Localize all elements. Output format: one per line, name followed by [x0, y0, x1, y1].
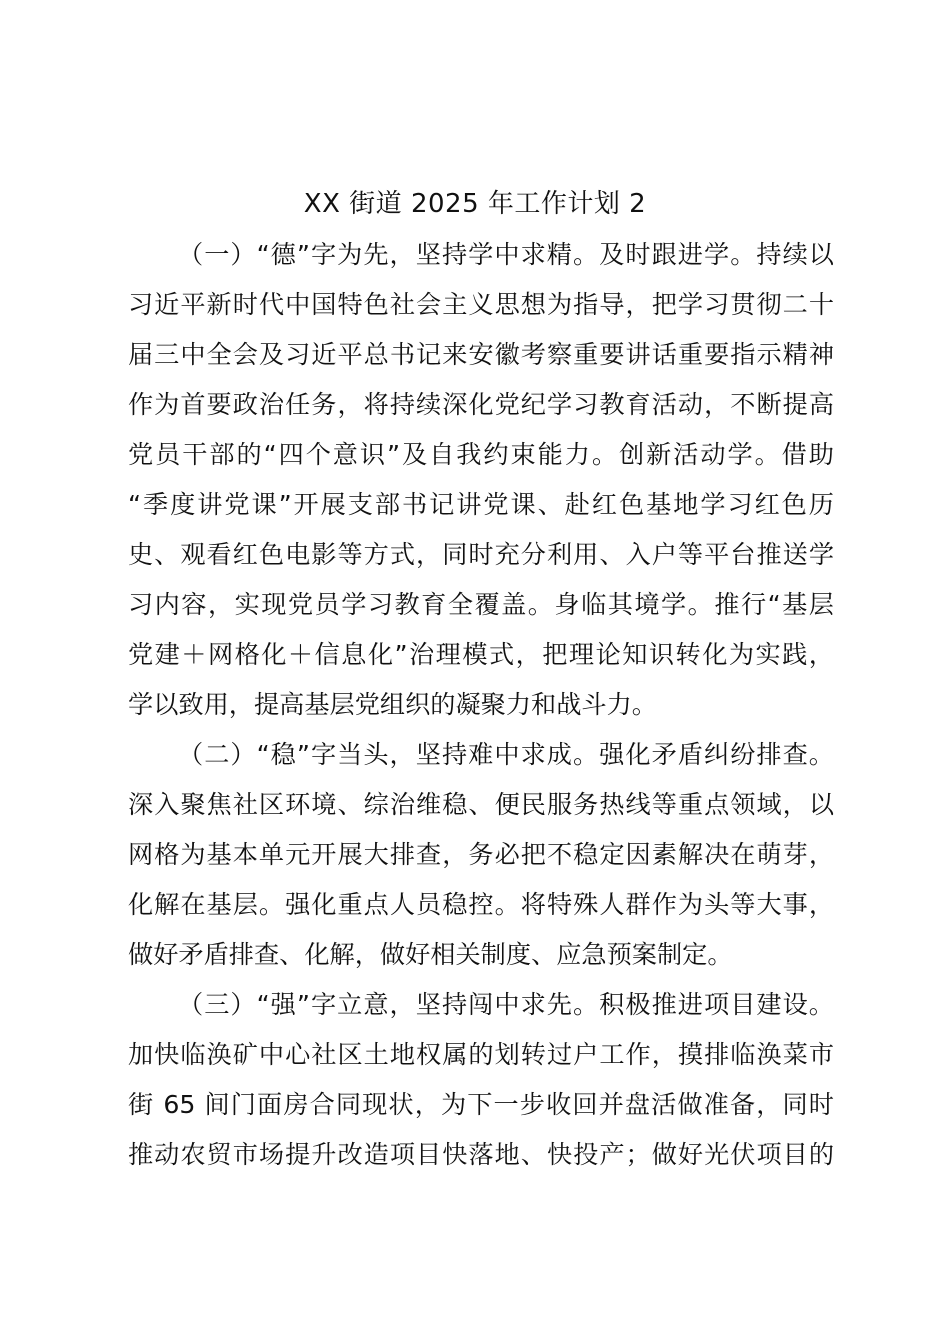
text-line: 推动农贸市场提升改造项目快落地、快投产；做好光伏项目的 [128, 1140, 834, 1169]
text-line: 街 65 间门面房合同现状，为下一步收回并盘活做准备，同时 [128, 1090, 834, 1119]
text-line: 党员干部的“四个意识”及自我约束能力。创新活动学。借助 [128, 440, 834, 469]
page-title: XX 街道 2025 年工作计划 2 [303, 189, 647, 219]
text-line: 化解在基层。强化重点人员稳控。将特殊人群作为头等大事， [128, 890, 834, 919]
text-line: 党建＋网格化＋信息化”治理模式，把理论知识转化为实践， [128, 640, 834, 669]
text-line: 加快临涣矿中心社区土地权属的划转过户工作，摸排临涣菜市 [128, 1040, 834, 1069]
text-line: （一）“德”字为先，坚持学中求精。及时跟进学。持续以 [178, 240, 834, 269]
text-line: “季度讲党课”开展支部书记讲党课、赴红色基地学习红色历 [128, 490, 834, 519]
text-line: 史、观看红色电影等方式，同时充分利用、入户等平台推送学 [128, 540, 834, 569]
text-line: 届三中全会及习近平总书记来安徽考察重要讲话重要指示精神 [128, 340, 834, 369]
text-line: 网格为基本单元开展大排查，务必把不稳定因素解决在萌芽， [128, 840, 834, 869]
text-line: 习内容，实现党员学习教育全覆盖。身临其境学。推行“基层 [128, 590, 834, 619]
text-line: 深入聚焦社区环境、综治维稳、便民服务热线等重点领域，以 [128, 790, 834, 819]
text-line: 做好矛盾排查、化解，做好相关制度、应急预案制定。 [128, 940, 733, 969]
text-line: 学以致用，提高基层党组织的凝聚力和战斗力。 [128, 690, 657, 719]
text-line: （三）“强”字立意，坚持闯中求先。积极推进项目建设。 [178, 990, 834, 1019]
text-line: 作为首要政治任务，将持续深化党纪学习教育活动，不断提高 [128, 390, 834, 419]
text-line: （二）“稳”字当头，坚持难中求成。强化矛盾纠纷排查。 [178, 740, 834, 769]
text-line: 习近平新时代中国特色社会主义思想为指导，把学习贯彻二十 [128, 290, 834, 319]
